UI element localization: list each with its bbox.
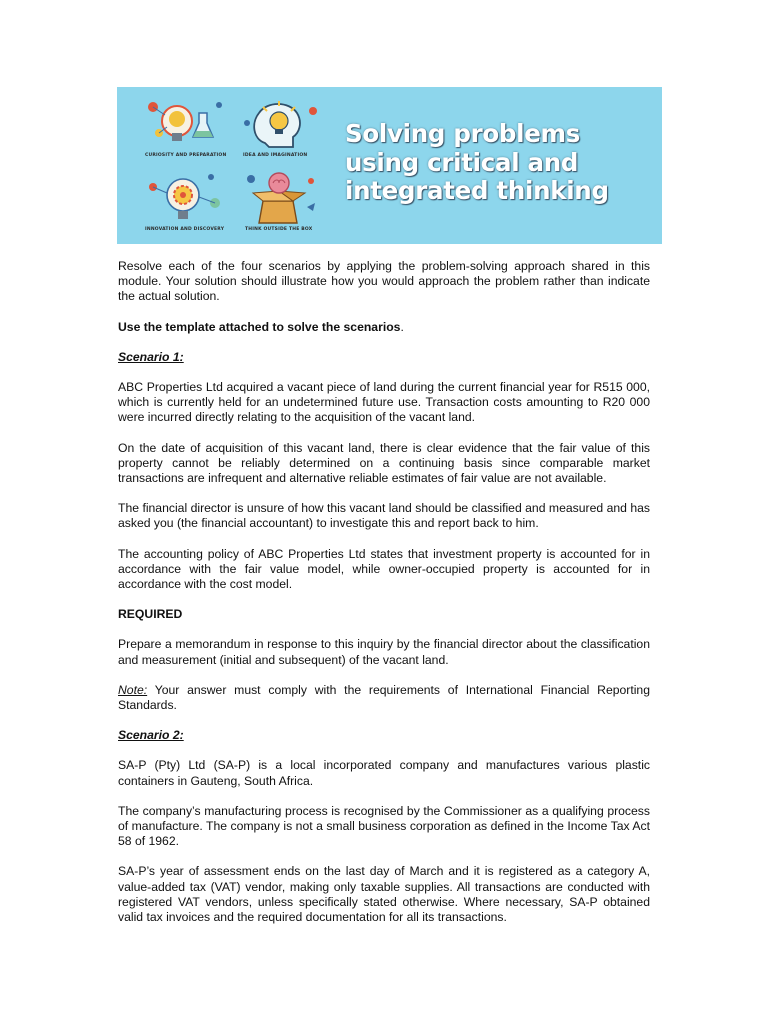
scenario-2-heading [118, 728, 650, 743]
scenario-1-heading [118, 350, 650, 365]
tile-caption: THINK OUTSIDE THE BOX [245, 227, 313, 232]
template-instruction-period: . [400, 319, 404, 334]
scenario-2-paragraph-2: The company’s manufacturing process is recognised by the Commissioner as a qualifying process of manufacture. The company is not a small business corporation as defined in the Income Tax Act 58 of 1962. [118, 803, 650, 849]
document-body [118, 259, 650, 940]
banner-tile-innovation [139, 167, 231, 232]
scenario-1-paragraph-1: ABC Properties Ltd acquired a vacant piece of land during the current financial year for R515 000, which is currently held for an undetermined future use. Transaction costs amounting to R20 000 were incurred directly relating to the acquisition of the vacant land. [118, 380, 650, 425]
scenario-1-heading-text: Scenario 1: [118, 349, 184, 364]
tile-caption: CURIOSITY AND PREPARATION [145, 153, 227, 158]
tile-caption: INNOVATION AND DISCOVERY [145, 227, 225, 232]
head-lightbulb-icon [235, 93, 327, 155]
banner-tile-curiosity [139, 93, 231, 158]
intro-paragraph: Resolve each of the four scenarios by applying the problem-solving approach shared in this module. Your solution should illustrate how you would approach the problem rather than indicate the actual solution. [118, 259, 650, 304]
banner-tile-idea [235, 93, 327, 158]
tile-caption: IDEA AND IMAGINATION [243, 153, 308, 158]
note-text: Your answer must comply with the requirements of International Financial Reporting Standards. [118, 682, 650, 713]
brain-box-icon [235, 167, 327, 229]
required-label: REQUIRED [118, 607, 183, 622]
lightbulb-lab-icon [139, 93, 231, 155]
header-banner [117, 87, 662, 244]
scenario-2-paragraph-1: SA-P (Pty) Ltd (SA-P) is a local incorporated company and manufactures various plastic containers in Gauteng, South Africa. [118, 758, 650, 788]
note-paragraph [118, 683, 650, 713]
required-text: Prepare a memorandum in response to this inquiry by the financial director about the classification and measurement (initial and subsequent) of the vacant land. [118, 637, 650, 667]
scenario-2-heading-text: Scenario 2: [118, 728, 184, 743]
banner-tile-outside-box [235, 167, 327, 232]
scenario-1-paragraph-4: The accounting policy of ABC Properties Ltd states that investment property is accounted for in accordance with the fair value model, while owner-occupied property is accounted for in accordance with the cost model. [118, 546, 650, 592]
scenario-2-paragraph-3: SA-P’s year of assessment ends on the last day of March and it is registered as a category A, value-added tax (VAT) vendor, making only taxable supplies. All transactions are conducted with registered VAT vendors, unless specifically stated otherwise. Where necessary, SA-P obtained valid tax invoices and the required documentation for all its transactions. [118, 864, 650, 925]
template-instruction-text: Use the template attached to solve the scenarios [118, 319, 401, 334]
banner-title: Solving problems using critical and integrated thinking [345, 119, 609, 205]
gear-lightbulb-icon [139, 167, 231, 229]
scenario-1-paragraph-3: The financial director is unsure of how this vacant land should be classified and measured and has asked you (the financial accountant) to investigate this and report back to him. [118, 501, 650, 531]
note-label: Note: [118, 682, 148, 697]
scenario-1-paragraph-2: On the date of acquisition of this vacant land, there is clear evidence that the fair value of this property cannot be reliably determined on a continuing basis since comparable market transactions are infrequent and alternative reliable estimates of fair value are not available. [118, 440, 650, 486]
template-instruction [118, 320, 650, 335]
